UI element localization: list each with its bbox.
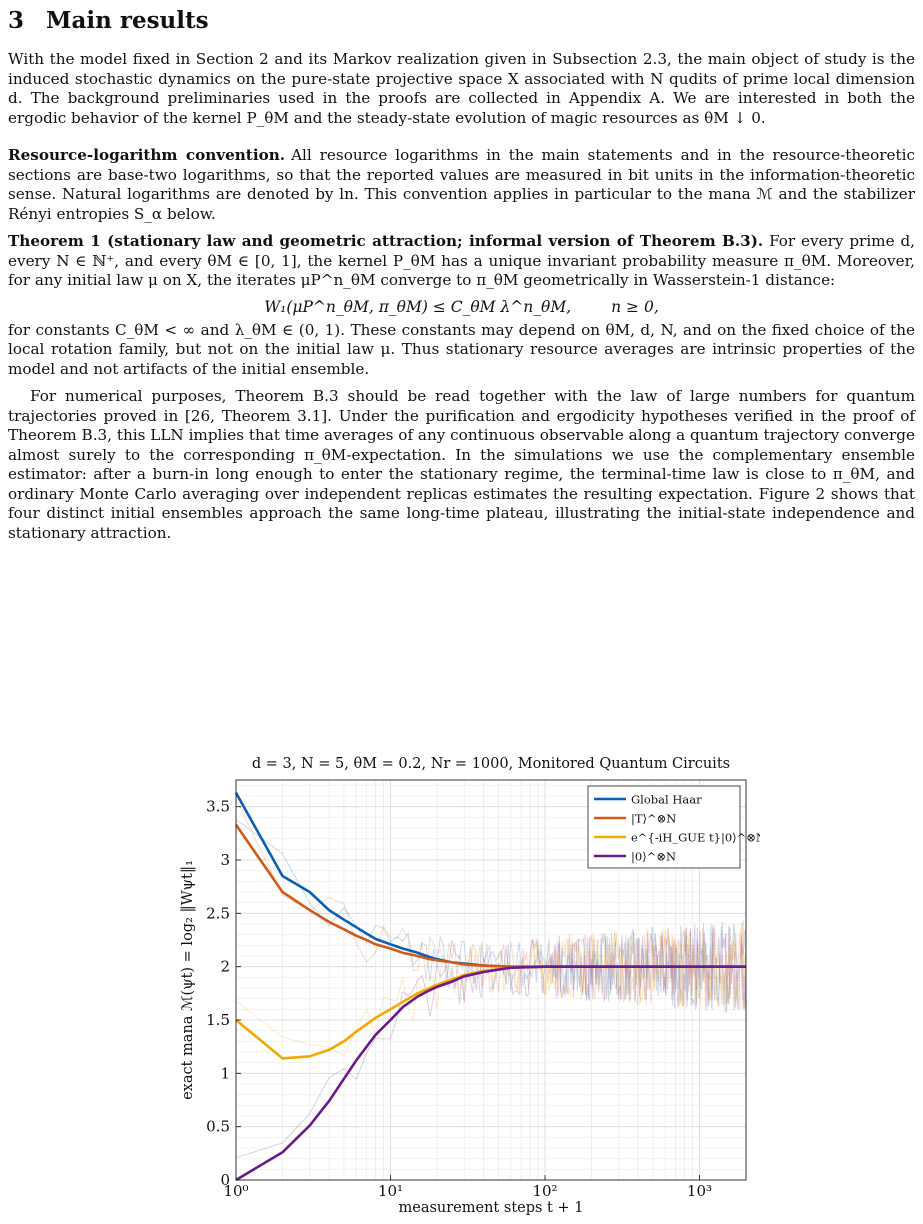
y-tick-label: 0 — [220, 1171, 230, 1189]
equation-condition: n ≥ 0, — [611, 297, 659, 316]
theorem-body: For every prime d, every N ∈ ℕ⁺, and every θM ∈ [0, 1], the kernel P_θM has a unique invariant probability measure π_θM. Moreover, for any initial law μ on X, the iterates μP^n_θM converge to π_θM geometrically in Wasserstein-1 distance: — [8, 232, 915, 289]
y-axis-label: exact mana ℳ(ψt) = log₂ ‖Wψt‖₁ — [180, 860, 196, 1100]
theorem-heading: Theorem 1 (stationary law and geometric attraction; informal version of Theorem B.3). — [8, 232, 764, 250]
y-tick-label: 1.5 — [206, 1011, 230, 1029]
legend-entry: Global Haar — [631, 792, 702, 807]
section-heading — [8, 6, 915, 36]
figure-2 — [160, 748, 760, 1220]
mana-chart — [160, 748, 760, 1220]
convention-lead: Resource-logarithm convention. — [8, 146, 286, 164]
y-tick-label: 1 — [220, 1064, 230, 1083]
y-tick-label: 3.5 — [206, 797, 230, 816]
legend-entry: e^{-iH_GUE t}|0⟩^⊗N — [631, 830, 760, 845]
y-tick-label: 2.5 — [206, 904, 230, 923]
equation-formula: W₁(μP^n_θM, π_θM) ≤ C_θM λ^n_θM, — [264, 297, 572, 316]
x-axis-label: measurement steps t + 1 — [398, 1200, 584, 1216]
intro-paragraph: With the model fixed in Section 2 and its Markov realization given in Subsection 2.3, the main object of study is the induced stochastic dynamics on the pure-state projective space X associated with N qudits of prime local dimension d. The background preliminaries used in the proofs are collected in Appendix A. We are interested in both the ergodic behavior of the kernel P_θM and the steady-state evolution of magic resources as θM ↓ 0. — [8, 50, 915, 127]
paper-page — [8, 0, 915, 543]
theorem-equation — [8, 295, 915, 319]
convention-paragraph — [8, 146, 915, 224]
numerics-paragraph: For numerical purposes, Theorem B.3 should be read together with the law of large numbers for quantum trajectories proved in [26, Theorem 3.1]. Under the purification and ergodicity hypotheses verified in the proof of Theorem B.3, this LLN implies that time averages of any continuous observable along a quantum trajectory converge almost surely to the corresponding π_θM-expectation. In the simulations we use the complementary ensemble estimator: after a burn-in long enough to enter the stationary regime, the terminal-time law is close to π_θM, and ordinary Monte Carlo averaging over independent replicas estimates the resulting expectation. Figure 2 shows that four distinct initial ensembles approach the same long-time plateau, illustrating the initial-state independence and stationary attraction. — [8, 387, 915, 542]
x-tick-label: 10⁰ — [223, 1182, 249, 1200]
chart-title: d = 3, N = 5, θM = 0.2, Nr = 1000, Monitored Quantum Circuits — [251, 756, 731, 772]
y-tick-label: 0.5 — [206, 1117, 230, 1136]
legend-entry: |T⟩^⊗N — [631, 811, 677, 826]
x-tick-label: 10² — [532, 1182, 558, 1200]
convention-body: All resource logarithms in the main statements and in the resource-theoretic sections are base-two logarithms, so that the reported values are measured in bit units in the information-theoretic sense. Natural logarithms are denoted by ln. This convention applies in particular to the mana ℳ and the stabilizer Rényi entropies S_α below. — [8, 146, 915, 223]
theorem-paragraph — [8, 232, 915, 291]
x-tick-label: 10¹ — [377, 1182, 404, 1200]
y-tick-label: 3 — [220, 851, 230, 869]
legend-entry: |0⟩^⊗N — [631, 849, 677, 864]
y-tick-label: 2 — [220, 957, 230, 976]
x-tick-label: 10³ — [686, 1182, 713, 1200]
section-number: 3 — [8, 7, 25, 34]
theorem-continuation: for constants C_θM < ∞ and λ_θM ∈ (0, 1). These constants may depend on θM, d, N, and on the fixed choice of the local rotation family, but not on the initial law μ. Thus stationary resource averages are intrinsic properties of the model and not artifacts of the initial ensemble. — [8, 320, 915, 378]
section-title: Main results — [46, 7, 209, 34]
